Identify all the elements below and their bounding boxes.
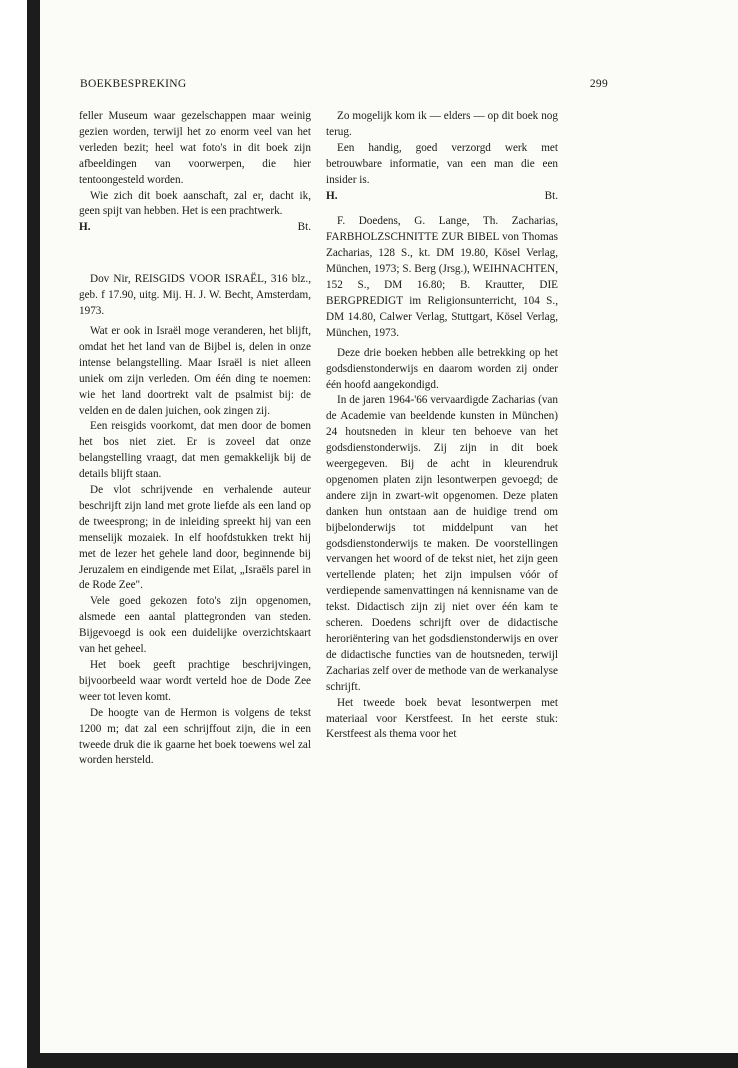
signature-name: Bt. <box>297 221 311 234</box>
signature-initial: H. <box>79 221 91 234</box>
paragraph: Het boek geeft prachtige beschrijvingen, bijvoorbeeld waar wordt verteld hoe de Dode Zee weer tot leven komt. <box>79 659 311 703</box>
paragraph: Het tweede boek bevat lesontwerpen met materiaal voor Kerstfeest. In het eerste stuk: Kerstfeest als thema voor het <box>326 696 558 741</box>
paragraph: feller Museum waar gezelschappen maar weinig gezien worden, terwijl het zo enorm veel van het verleden bezit; heel wat foto's in dit boek zijn afbeeldingen van voorwerpen, die hier tentoongesteld worden. <box>79 110 311 186</box>
running-head: BOEKBESPREKING <box>80 78 187 90</box>
signature-initial: H. <box>326 189 338 202</box>
scan-border-left <box>27 0 40 1068</box>
paragraph: Een handig, goed verzorgd werk met betrouwbare informatie, van een man die een insider is. <box>326 141 558 186</box>
paragraph: In de jaren 1964-'66 vervaardigde Zacharias (van de Academie van beeldende kunsten in München) 24 houtsneden in kleur ten behoeve van het godsdienstonderwijs. Zij zijn in dit boek weergegeven. Bij de acht in kleurendruk opgenomen platen zijn lesontwerpen gevoegd; de andere zijn in zwart-wit opgenomen. Deze platen danken hun ontstaan aan de huidige trend om bijbelonderwijs tot middelpunt van het godsdienstonderwijs te maken. De voorstellingen vervangen het woord of de tekst niet, het zijn geen vertellende platen; het zijn impulsen vóór of verdiepende samenvattingen ná kennisname van de tekst. Didactisch zijn zij niet over één kam te scheren. Doedens schrijft over de didactische heroriëntering van het godsdienstonderwijs en over de didactische functies van de houtsneden, terwijl Zacharias zelf over de methode van de werkanalyse schrijft. <box>326 394 558 693</box>
paragraph: Vele goed gekozen foto's zijn opgenomen, alsmede een aantal plattegronden van steden. Bijgevoegd is ook een duidelijke overzichtskaart van het geheel. <box>79 595 311 656</box>
review-signature <box>326 189 558 205</box>
review-signature <box>79 220 311 236</box>
right-column <box>326 109 558 743</box>
signature-name: Bt. <box>544 189 558 202</box>
paragraph: Wie zich dit boek aanschaft, zal er, dacht ik, geen spijt van hebben. Het is een prachtwerk. <box>79 189 311 218</box>
paragraph: Zo mogelijk kom ik — elders — op dit boek nog terug. <box>326 110 558 138</box>
paragraph: Wat er ook in Israël moge veranderen, het blijft, omdat het het land van de Bijbel is, delen in onze intense belangstelling. Maar Israël is niet alleen uniek om zijn verleden. Om één ding te noemen: wie het land doortrekt valt de psalmist bij: de velden en de dalen juichen, ook zingen zij. <box>79 324 311 417</box>
spacer <box>79 236 311 272</box>
left-column <box>79 109 311 769</box>
paragraph: De hoogte van de Hermon is volgens de tekst 1200 m; dat zal een schrijffout zijn, die in een tweede druk die ik gaarne het boek toewens wel zal worden hersteld. <box>79 706 311 767</box>
paragraph: Deze drie boeken hebben alle betrekking op het godsdienstonderwijs en daarom worden zij onder één hoofd aangekondigd. <box>326 346 558 391</box>
paragraph: De vlot schrijvende en verhalende auteur beschrijft zijn land met grote liefde als een land op de tweesprong; in de inleiding spreekt hij van een menselijk mozaiek. In elf hoofdstukken trekt hij met de lezer het gehele land door, beginnende bij Jeruzalem en eindigende met Eilat, „Israëls parel in de Rode Zee". <box>79 484 311 592</box>
bibliographic-entry: F. Doedens, G. Lange, Th. Zacharias, FARBHOLZSCHNITTE ZUR BIBEL von Thomas Zacharias, 128 S., kt. DM 19.80, Kösel Verlag, München, 1973; S. Berg (Jrsg.), WEIHNACHTEN, 152 S., DM 16.80; B. Krautter, DIE BERGPREDIGT im Religionsunterricht, 104 S., DM 14.80, Calwer Verlag, Stuttgart, Kösel Verlag, München, 1973. <box>326 215 558 339</box>
paragraph: Een reisgids voorkomt, dat men door de bomen het bos niet ziet. Er is zoveel dat onze belangstelling vraagt, dat men gemakkelijk bij de details blijft staan. <box>79 420 311 481</box>
bibliographic-entry: Dov Nir, REISGIDS VOOR ISRAËL, 316 blz., geb. f 17.90, uitg. Mij. H. J. W. Becht, Amsterdam, 1973. <box>79 273 311 318</box>
scan-border-bottom <box>27 1053 738 1068</box>
spacer <box>326 204 558 214</box>
page-number: 299 <box>589 78 608 90</box>
